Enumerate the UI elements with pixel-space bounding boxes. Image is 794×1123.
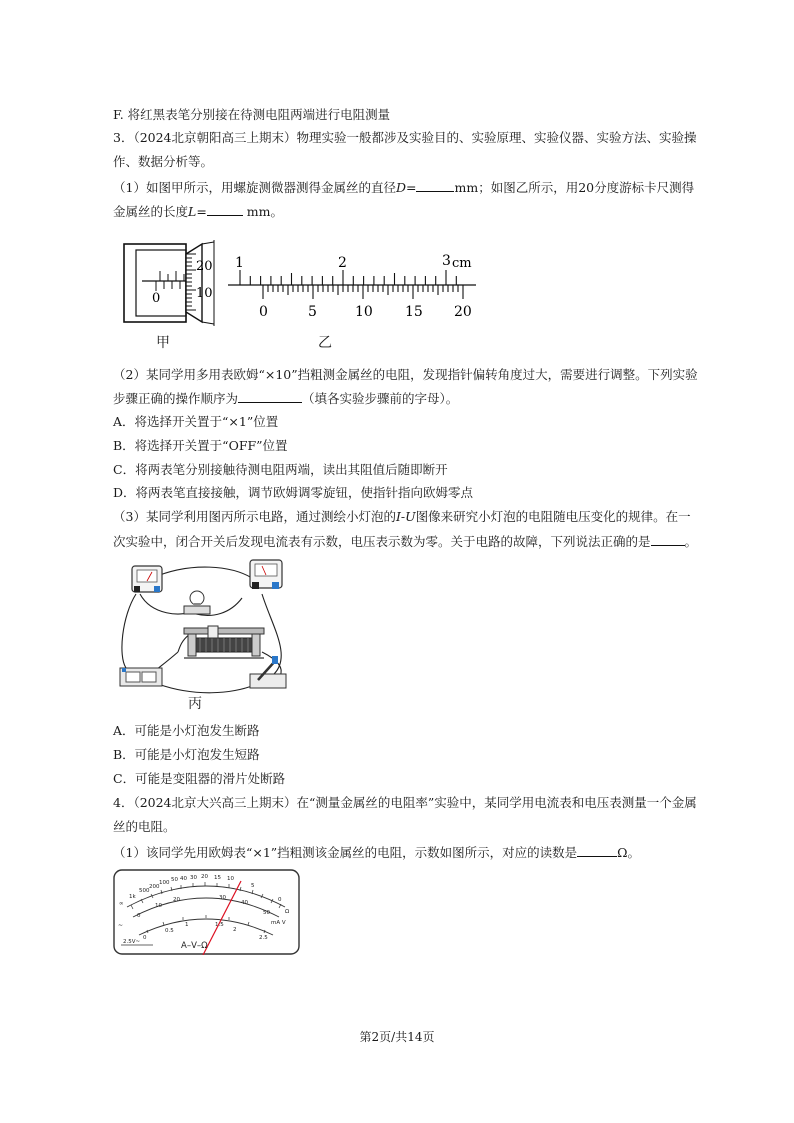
caliper-vernier-label-10: 10: [355, 304, 373, 320]
question-4-title-cont: 丝的电阻。: [113, 819, 176, 834]
dc-unit: mA V: [271, 920, 286, 926]
text: 金属丝的长度: [113, 204, 189, 219]
question-3-part-3: [113, 508, 691, 526]
text: 步骤正确的操作顺序为: [113, 391, 239, 406]
circuit-figure: [112, 556, 290, 696]
micrometer-label-10: 10: [196, 286, 213, 301]
lamp: [184, 591, 210, 614]
ac-label-1: 1: [185, 922, 189, 928]
caliper-main-label-1: 1: [235, 255, 244, 271]
ohm-label-1k: 1k: [129, 894, 136, 900]
caliper-main-label-2: 2: [338, 255, 347, 271]
question-3-part-1-cont: [113, 202, 283, 221]
dc-label-10: 10: [155, 903, 162, 909]
rheostat: [184, 626, 264, 658]
voltmeter: [250, 560, 282, 589]
ac-label-1-5: 1.5: [215, 922, 224, 928]
text: Ω。: [617, 845, 641, 860]
dc-label-20: 20: [173, 897, 180, 903]
dc-label-0: 0: [137, 913, 141, 919]
ohm-label-500: 500: [139, 888, 150, 894]
caliper-main-label-3: 3: [442, 253, 451, 269]
ohm-label-5: 5: [251, 883, 255, 889]
figure-caption-jia: 甲: [156, 335, 170, 351]
ac-label-0-5: 0.5: [165, 928, 174, 934]
ac-label-2-5: 2.5: [259, 935, 268, 941]
ohm-label-0: 0: [278, 897, 282, 903]
option-c: C．将两表笔分别接触待测电阻两端，读出其阻值后随即断开: [113, 462, 448, 477]
ac-label-2: 2: [233, 927, 237, 933]
answer-option-b: B．可能是小灯泡发生短路: [113, 747, 260, 762]
figure-caption-yi: 乙: [318, 335, 332, 351]
ohm-label-50: 50: [171, 877, 178, 883]
answer-option-a: A．可能是小灯泡发生断路: [113, 723, 260, 738]
text: （1）如图甲所示，用螺旋测微器测得金属丝的直径: [113, 180, 396, 195]
text: =: [196, 204, 207, 219]
ohm-label-100: 100: [159, 880, 170, 886]
ohm-unit: Ω: [285, 909, 290, 915]
multimeter-figure: [113, 869, 300, 955]
micrometer-label-20: 20: [196, 259, 213, 274]
question-3-title: 3．（2024北京朝阳高三上期末）物理实验一般都涉及实验目的、实验原理、实验仪器、实验方法、实验操: [113, 130, 697, 145]
option-b: B．将选择开关置于“OFF”位置: [113, 438, 288, 453]
caliper-vernier-label-0: 0: [259, 304, 268, 320]
caliper-figure: [228, 250, 478, 322]
answer-blank-order[interactable]: [238, 389, 302, 403]
question-3-part-2: （2）某同学用多用表欧姆“×10”挡粗测金属丝的电阻，发现指针偏转角度过大，需要进行调整。下列实验: [113, 367, 698, 382]
text: （3）某同学利用图丙所示电路，通过测绘小灯泡的: [113, 509, 396, 524]
text: （填各实验步骤前的字母）。: [302, 391, 459, 406]
answer-blank-fault[interactable]: [651, 532, 685, 546]
caliper-vernier-label-20: 20: [454, 304, 472, 320]
option-d: D．将两表笔直接接触，调节欧姆调零旋钮，使指针指向欧姆零点: [113, 485, 474, 500]
text-line: F. 将红黑表笔分别接在待测电阻两端进行电阻测量: [113, 107, 391, 122]
page-footer: 第2页/共14页: [359, 1030, 435, 1044]
option-a: A．将选择开关置于“×1”位置: [113, 414, 279, 429]
ohm-label-30: 30: [190, 875, 197, 881]
var-iu: I-U: [395, 509, 416, 524]
ohm-label-10: 10: [227, 876, 234, 882]
answer-blank-d[interactable]: [416, 178, 454, 192]
question-4-title: 4．（2024北京大兴高三上期末）在“测量金属丝的电阻率”实验中，某同学用电流表和电压表测量一个金属: [113, 795, 697, 810]
text: （1）该同学先用欧姆表“×1”挡粗测该金属丝的电阻，示数如图所示，对应的读数是: [113, 845, 578, 860]
question-4-part-1: [113, 843, 640, 862]
text: 。: [684, 534, 698, 549]
var-d: D: [395, 180, 406, 195]
ac-range-label: 2.5V~: [123, 939, 141, 945]
battery: [120, 668, 162, 686]
caliper-vernier-label-15: 15: [405, 304, 423, 320]
ammeter: [132, 566, 162, 592]
question-3-part-1: [113, 178, 694, 197]
text: mm。: [242, 204, 283, 219]
ohm-label-15: 15: [214, 875, 221, 881]
ohm-label-200: 200: [149, 884, 160, 890]
answer-blank-l[interactable]: [207, 202, 243, 216]
answer-option-c: C．可能是变阻器的滑片处断路: [113, 771, 286, 786]
text: 次实验中，闭合开关后发现电流表有示数，电压表示数为零。关于电路的故障，下列说法正确的是: [113, 534, 651, 549]
question-3-part-3-cont: [113, 532, 697, 551]
micrometer-label-0: 0: [152, 291, 161, 306]
micrometer-figure: [118, 240, 230, 326]
ohm-label-inf: ∞: [119, 901, 124, 907]
meter-brand: A–V–Ω: [181, 941, 208, 951]
text: =: [406, 180, 417, 195]
answer-blank-ohm[interactable]: [577, 843, 617, 857]
question-3-title-cont: 作、数据分析等。: [113, 154, 214, 169]
var-l: L: [188, 204, 197, 219]
ac-label-0: 0: [143, 935, 147, 941]
dc-label-30: 30: [219, 895, 226, 901]
caliper-vernier-label-5: 5: [308, 304, 317, 320]
text: 图像来研究小灯泡的电阻随电压变化的规律。在一: [415, 509, 691, 524]
caliper-unit-label: cm: [452, 256, 472, 271]
dc-label-40: 40: [241, 900, 248, 906]
figure-caption-bing: 丙: [188, 696, 202, 712]
meter-tilde: ~: [118, 922, 124, 929]
dc-label-50: 50: [263, 910, 270, 916]
ohm-label-20: 20: [201, 874, 208, 880]
text: mm；如图乙所示，用20分度游标卡尺测得: [454, 180, 695, 195]
ohm-label-40: 40: [180, 876, 187, 882]
question-3-part-2-cont: [113, 389, 458, 408]
